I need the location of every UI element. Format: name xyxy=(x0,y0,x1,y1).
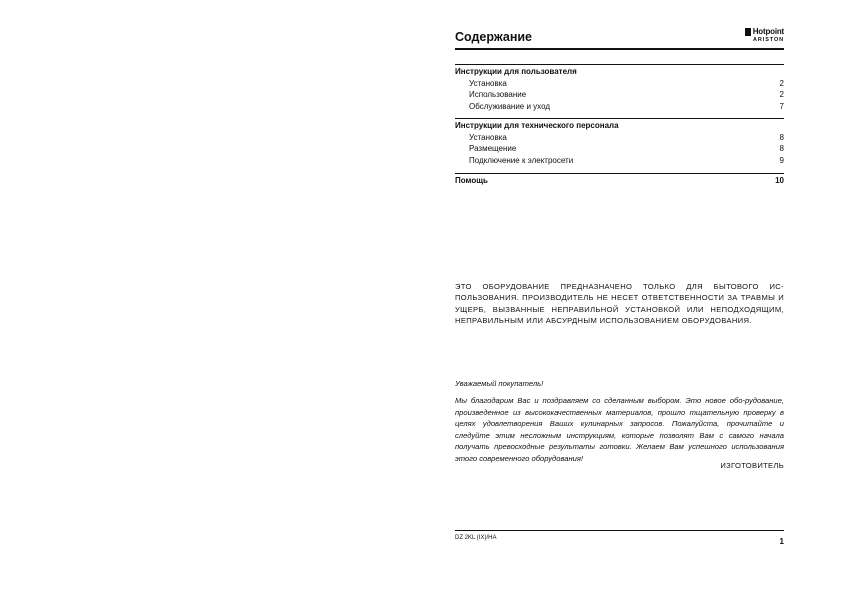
letter-greeting: Уважаемый покупатель! xyxy=(455,379,544,388)
toc-help-section xyxy=(455,173,784,187)
page-number: 1 xyxy=(779,537,784,546)
toc-user-section xyxy=(455,64,784,112)
toc-entry-page: 8 xyxy=(779,144,784,153)
toc-entry-page: 9 xyxy=(779,155,784,165)
toc-entry[interactable] xyxy=(455,132,784,144)
toc-entry[interactable] xyxy=(455,78,784,90)
hotpoint-mark-icon xyxy=(745,28,751,36)
toc-entry-help[interactable] xyxy=(455,175,784,187)
toc-help-page: 10 xyxy=(775,176,784,185)
toc-entry-label: Подключение к электросети xyxy=(469,155,574,165)
toc-entry-page: 8 xyxy=(779,132,784,142)
safety-warning: ЭТО ОБОРУДОВАНИЕ ПРЕДНАЗНАЧЕНО ТОЛЬКО ДЛЯ БЫТОВОГО ИС-ПОЛЬЗОВАНИЯ. ПРОИЗВОДИТЕЛЬ НЕ НЕСЕТ ОТВЕТСТВЕННОСТИ ЗА ТРАВМЫ И УЩЕРБ, ВЫЗВАННЫЕ НЕПРАВИЛЬНОЙ УСТАНОВКОЙ ИЛИ НЕПОДХОДЯЩИМ, НЕПРАВИЛЬНЫМ ИЛИ АБСУРДНЫМ ИСПОЛЬЗОВАНИЕМ ОБОРУДОВАНИЯ. xyxy=(455,282,784,325)
toc-entry[interactable] xyxy=(455,143,784,155)
toc-entry-label: Использование xyxy=(469,90,527,99)
footer-divider xyxy=(455,530,784,531)
toc-entry[interactable] xyxy=(455,89,784,101)
brand-logo xyxy=(726,27,784,43)
logo-subtitle: ARISTON xyxy=(753,37,784,43)
page-title: Содержание xyxy=(455,30,533,44)
toc-entry-label: Размещение xyxy=(469,144,517,153)
toc-entry-page: 2 xyxy=(779,90,784,99)
toc-entry[interactable] xyxy=(455,155,784,167)
toc-help-label: Помощь xyxy=(455,176,488,185)
toc-entry-page: 7 xyxy=(779,101,784,111)
logo-name: Hotpoint xyxy=(752,27,784,36)
toc-entry-label: Обслуживание и уход xyxy=(469,101,551,111)
toc-tech-section xyxy=(455,118,784,166)
toc-entry-label: Установка xyxy=(469,78,507,88)
document-page xyxy=(455,0,784,595)
toc-entry-label: Установка xyxy=(469,132,507,142)
toc-entry[interactable] xyxy=(455,101,784,113)
toc-entry-page: 2 xyxy=(779,78,784,88)
title-divider xyxy=(455,48,784,50)
letter-signature: ИЗГОТОВИТЕЛЬ xyxy=(720,461,784,470)
model-code: DZ 2KL (IX)/HA xyxy=(455,535,497,541)
toc-section-heading: Инструкции для технического персонала xyxy=(455,121,619,130)
toc-section-heading: Инструкции для пользователя xyxy=(455,67,577,76)
letter-body: Мы благодарим Вас и поздравляем со сделанным выбором. Это новое обо-рудование, произведенное из высококачественных материалов, прошло тщательную проверку в целях удовлетворения Ваших кулинарных запросов. Пожалуйста, прочитайте и следуйте этим несложным инструкциям, которые позволят Вам с самого начала получать превосходные результаты готовки. Желаем Вам успешного использования этого современного оборудования! xyxy=(455,396,784,463)
